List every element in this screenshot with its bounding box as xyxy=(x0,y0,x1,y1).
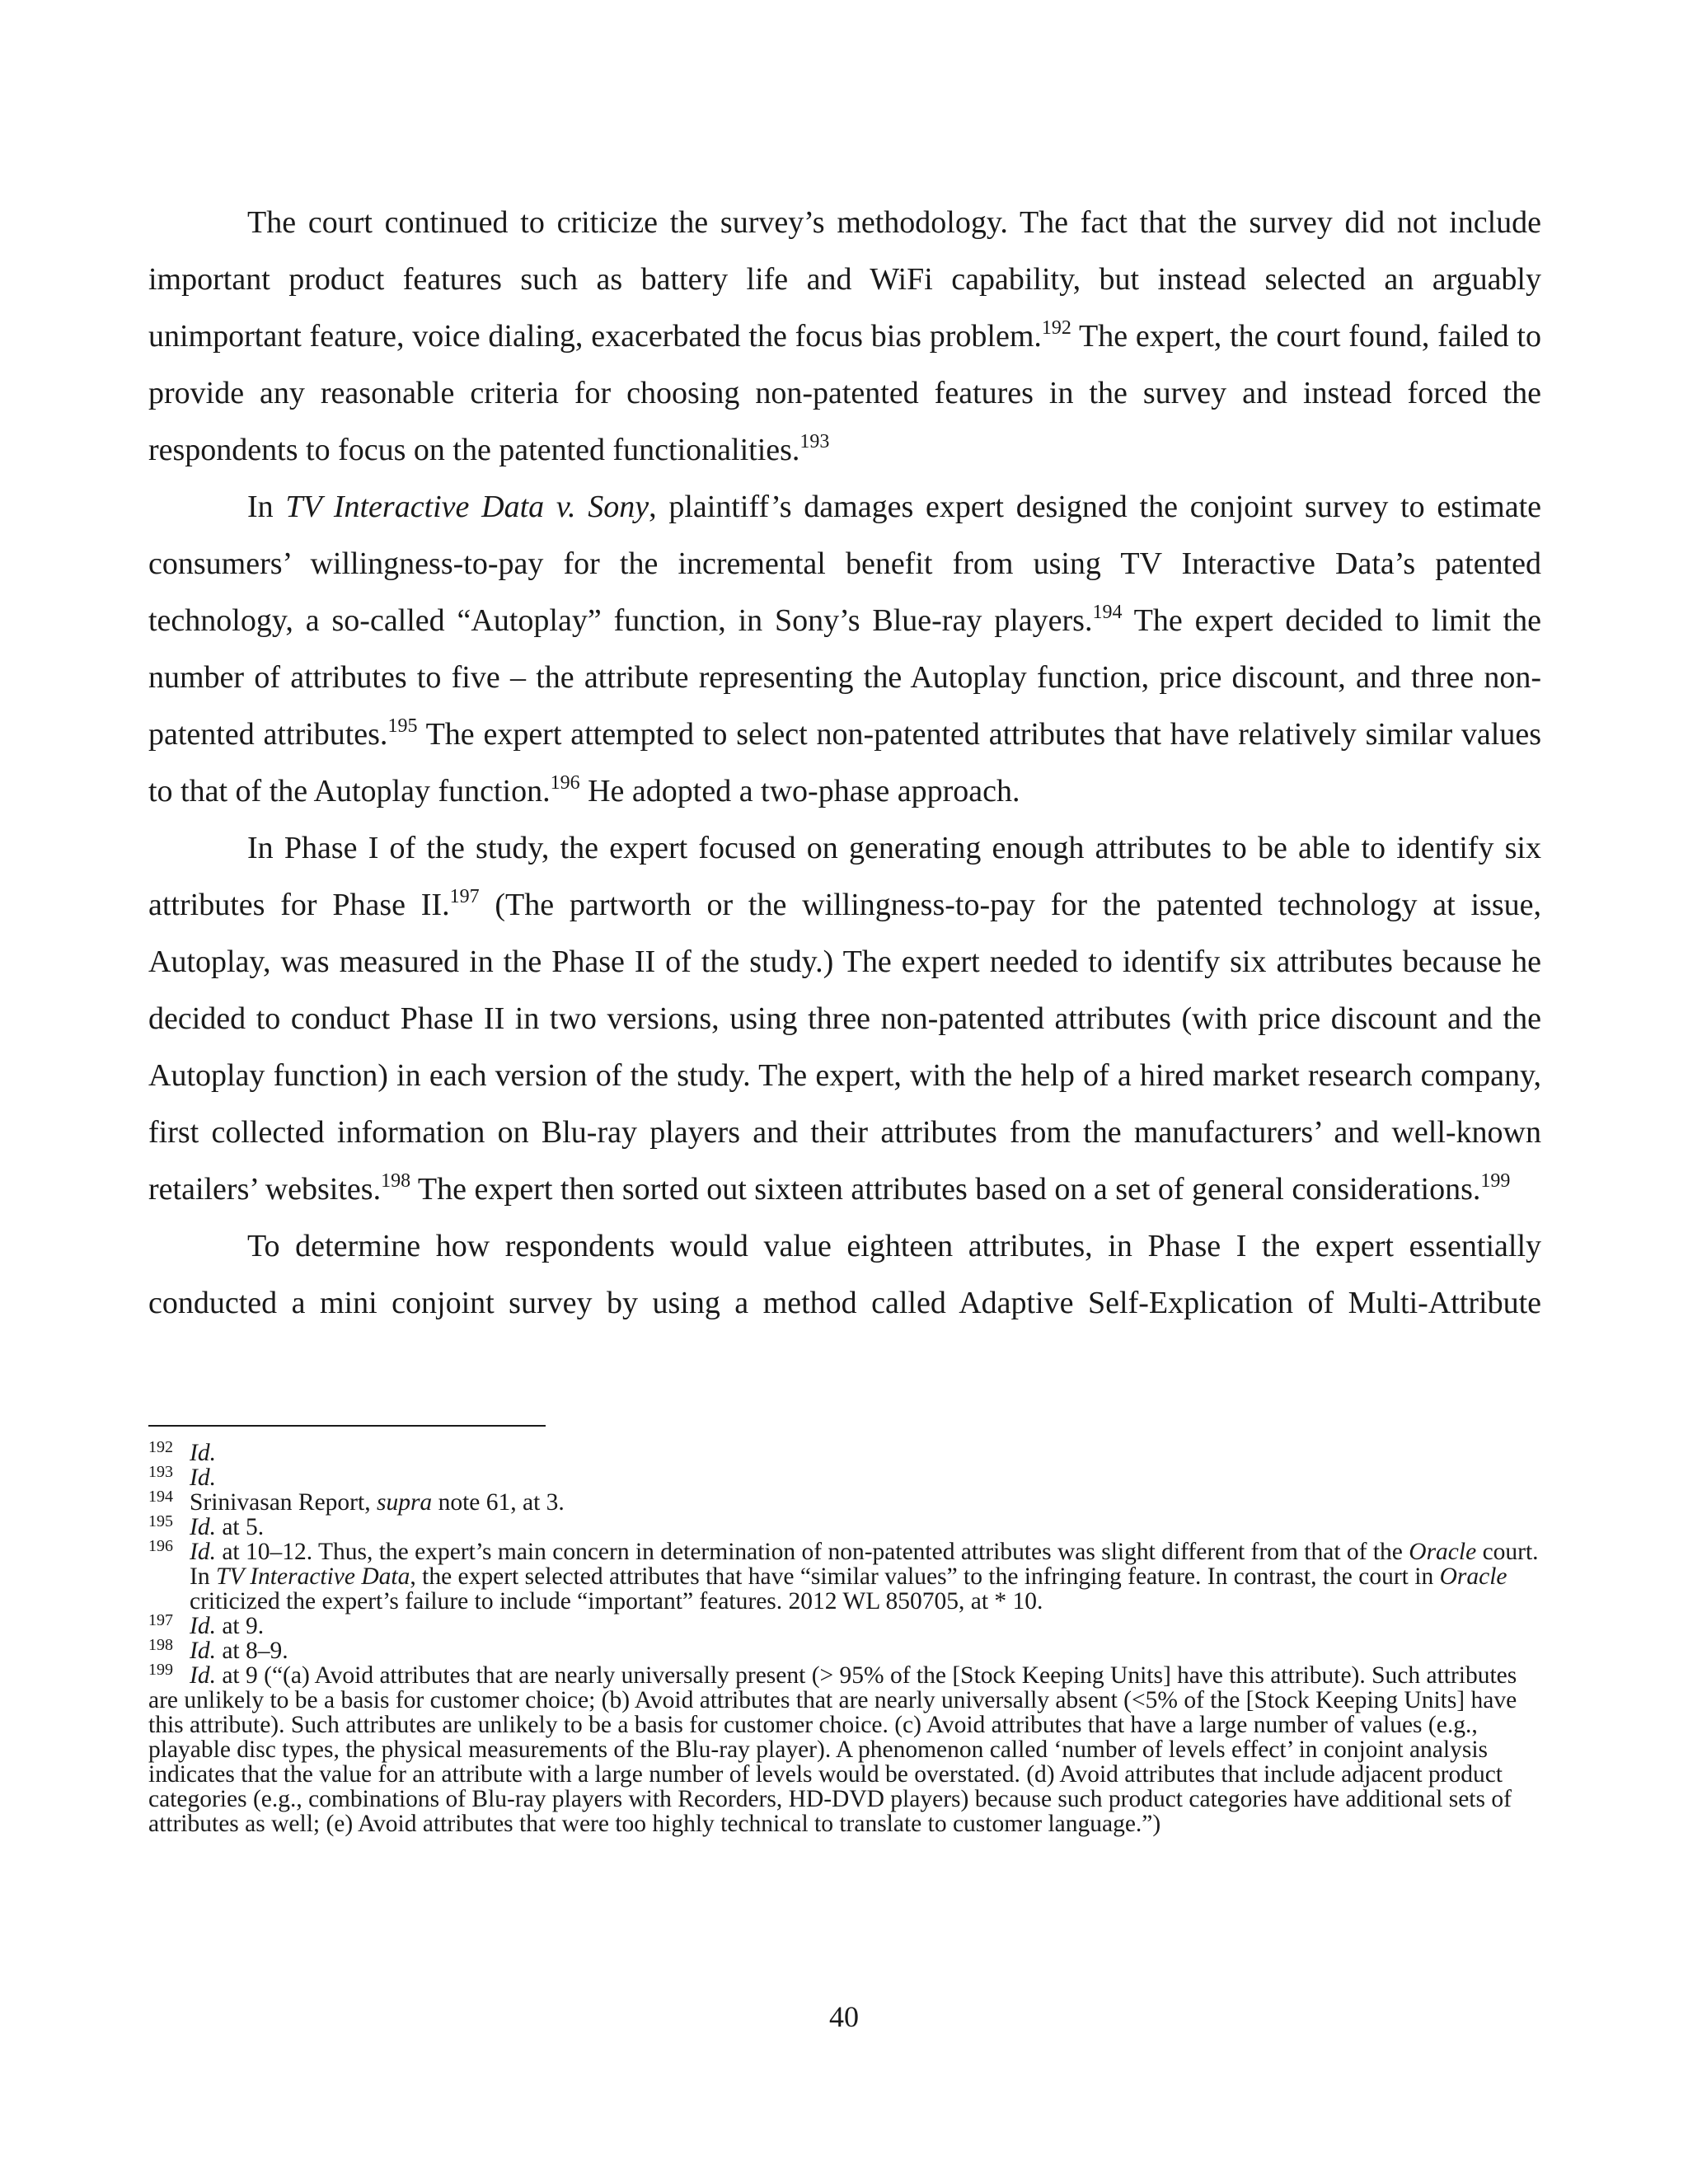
body-paragraph xyxy=(148,1218,1541,1332)
italic-text: Id. xyxy=(190,1465,216,1491)
body-paragraph xyxy=(148,820,1541,1218)
body-paragraph xyxy=(148,479,1541,820)
text-run: , the expert selected attributes that have “similar values” to the infringing feature. In contrast, the court in xyxy=(410,1563,1440,1590)
text-run: note 61, at 3. xyxy=(432,1489,565,1516)
italic-text: Id. xyxy=(190,1638,216,1664)
italic-text: Id. xyxy=(190,1514,216,1540)
text-run: (The partworth or the willingness-to-pay for the patented technology at issue, Autoplay, was measured in the Phase II of the study.) The expert needed to identify six attributes because he decided to conduct Phase II in two versions, using three non-patented attributes (with price discount and the Autoplay function) in each version of the study. The expert, with the help of a hired market research company, first collected information on Blu-ray players and their attributes from the manufacturers’ and well-known retailers’ websites. xyxy=(148,888,1541,1207)
text-run: The expert decided to limit the number of attributes to five – the attribute representing the Autoplay function, price discount, and three non-patented attributes. xyxy=(148,603,1541,752)
footnote-reference: 197 xyxy=(449,886,480,907)
italic-text: Id. xyxy=(190,1539,216,1565)
footnote-197: 197 Id. at 9. xyxy=(148,1611,265,1639)
text-run: court. In xyxy=(190,1539,1539,1590)
text-run: at 9. xyxy=(215,1613,265,1639)
text-run: , plaintiff’s damages expert designed the conjoint survey to estimate consumers’ willingness-to-pay for the incremental benefit from using TV Interactive Data’s patented technology, a so-called “Autoplay” function, in Sony’s Blue-ray players. xyxy=(148,490,1542,638)
italic-text: TV Interactive Data xyxy=(215,1563,410,1590)
footnote-reference: 199 xyxy=(1480,1170,1511,1192)
footnote-reference: 192 xyxy=(1041,317,1071,339)
footnote-196: 196 Id. at 10–12. Thus, the expert’s main concern in determination of non-patented attributes was slight different from that of the Oracle court. In TV Interactive Data, the expert selected attributes that have “similar values” to the infringing feature. In contrast, the court in Oracle criticized the expert’s failure to include “important” features. 2012 WL 850705, at * 10. xyxy=(148,1537,1539,1615)
text-run: The expert then sorted out sixteen attributes based on a set of general considerations. xyxy=(410,1172,1481,1207)
italic-text: Id. xyxy=(190,1613,216,1639)
footnote-reference: 193 xyxy=(799,431,830,452)
footnote-194: 194 Srinivasan Report, supra note 61, at 3. xyxy=(148,1488,565,1516)
footnote-198: 198 Id. at 8–9. xyxy=(148,1636,288,1664)
text-run: at 10–12. Thus, the expert’s main concern in determination of non-patented attributes was slight different from that of the xyxy=(215,1539,1409,1565)
footnote-195: 195 Id. at 5. xyxy=(148,1512,265,1540)
text-run: criticized the expert’s failure to include “important” features. 2012 WL 850705, at * 10. xyxy=(190,1588,1043,1615)
text-run: The court continued to criticize the survey’s methodology. The fact that the survey did not include important product features such as battery life and WiFi capability, but instead selected an arguably unimportant feature, voice dialing, exacerbated the focus bias problem. xyxy=(148,205,1541,354)
body-paragraph xyxy=(148,194,1541,479)
italic-text: supra xyxy=(376,1489,433,1516)
text-run: at 5. xyxy=(215,1514,265,1540)
text-run: In Phase I of the study, the expert focused on generating enough attributes to be able to identify six attributes for Phase II. xyxy=(148,831,1541,922)
footnote-reference: 194 xyxy=(1092,602,1123,623)
footnote-193: 193 Id. xyxy=(148,1463,216,1491)
footnote-199: 199 Id. at 9 (“(a) Avoid attributes that are nearly universally present (> 95% of the [Stock Keeping Units] have this attribute). Such attributes are unlikely to be a basis for customer choice; (b) Avoid attributes that are nearly universally absent (<5% of the [Stock Keeping Units] have this attribute). Such attributes are unlikely to be a basis for customer choice. (c) Avoid attributes that have a large number of values (e.g., playable disc types, the physical measurements of the Blu-ray player). A phenomenon called ‘number of levels effect’ in conjoint analysis indicates that the value for an attribute with a large number of levels would be overstated. (d) Avoid attributes that include adjacent product categories (e.g., combinations of Blu-ray players with Recorders, HD-DVD players) because such product categories have additional sets of attributes as well; (e) Avoid attributes that were too highly technical to translate to customer language.”) xyxy=(148,1661,1517,1837)
footnotes xyxy=(148,1438,1541,1837)
text-run: Srinivasan Report, xyxy=(190,1489,377,1516)
footnote-reference: 196 xyxy=(550,772,580,794)
text-run: The expert, the court found, failed to provide any reasonable criteria for choosing non-patented features in the survey and instead forced the respondents to focus on the patented functionalities. xyxy=(148,319,1541,467)
text-run: He adopted a two-phase approach. xyxy=(579,774,1020,808)
italic-text: Oracle xyxy=(1439,1563,1507,1590)
italic-text: Id. xyxy=(190,1662,216,1689)
page-number: 40 xyxy=(829,2000,859,2033)
footnote-192: 192 Id. xyxy=(148,1438,216,1466)
text-run: The expert attempted to select non-patented attributes that have relatively similar values to that of the Autoplay function. xyxy=(148,717,1541,808)
text-run: at 9 (“(a) Avoid attributes that are nearly universally present (> 95% of the [Stock Keeping Units] have this attribute). Such attributes are unlikely to be a basis for customer choice; (b) Avoid attributes that are nearly universally absent (<5% of the [Stock Keeping Units] have this attribute). Such attributes are unlikely to be a basis for customer choice. (c) Avoid attributes that have a large number of values (e.g., playable disc types, the physical measurements of the Blu-ray player). A phenomenon called ‘number of levels effect’ in conjoint analysis indicates that the value for an attribute with a large number of levels would be overstated. (d) Avoid attributes that include adjacent product categories (e.g., combinations of Blu-ray players with Recorders, HD-DVD players) because such product categories have additional sets of attributes as well; (e) Avoid attributes that were too highly technical to translate to customer language.”) xyxy=(148,1662,1517,1837)
footnote-separator xyxy=(148,1425,546,1427)
text-run: at 8–9. xyxy=(215,1638,288,1664)
italic-text: TV Interactive Data v. Sony xyxy=(285,490,649,524)
italic-text: Id. xyxy=(190,1440,216,1466)
body-text xyxy=(148,194,1541,1332)
footnote-reference: 195 xyxy=(387,715,418,737)
footnote-reference: 198 xyxy=(381,1170,411,1192)
text-run: In xyxy=(247,490,286,524)
italic-text: Oracle xyxy=(1409,1539,1477,1565)
text-run: To determine how respondents would value eighteen attributes, in Phase I the expert essentially conducted a mini conjoint survey by using a method called Adaptive Self-Explication of Multi-Attribute xyxy=(148,1229,1541,1320)
